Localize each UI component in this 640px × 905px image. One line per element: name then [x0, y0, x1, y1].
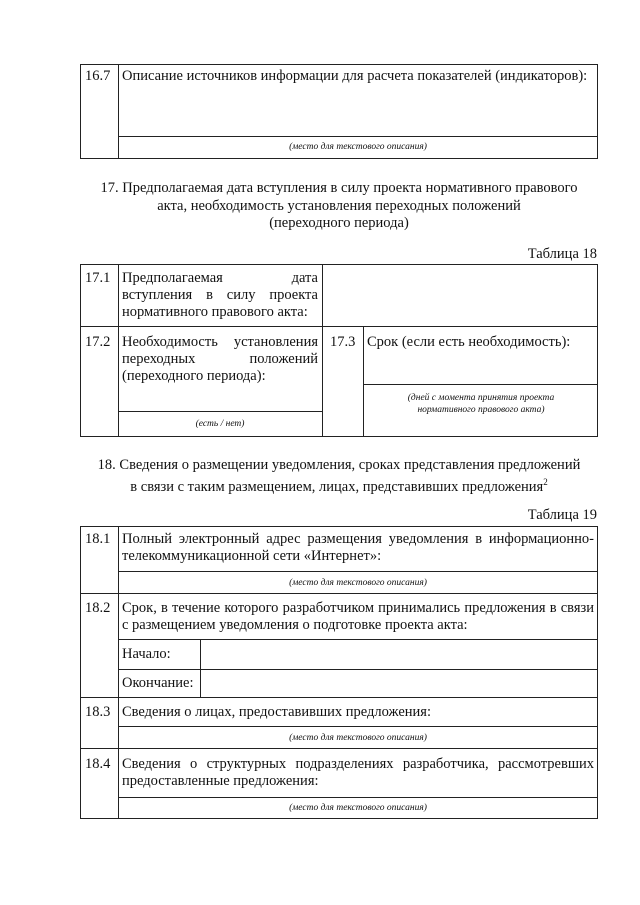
- table-border: [80, 64, 81, 159]
- table-border: [597, 264, 598, 437]
- heading-line: акта, необходимость установления переходных положений: [157, 198, 521, 214]
- row-number: 18.2: [85, 600, 111, 616]
- row-number: 17.3: [330, 334, 356, 350]
- text-placeholder-hint: (место для текстового описания): [289, 733, 427, 743]
- table-border: [363, 384, 598, 385]
- row-label: Описание источников информации для расчета показателей (индикаторов):: [122, 68, 588, 84]
- table-border: [80, 158, 598, 159]
- row-number: 17.1: [85, 270, 111, 286]
- heading-text: в связи с таким размещением, лицах, представивших предложения: [130, 478, 544, 495]
- text-placeholder-hint: (место для текстового описания): [289, 803, 427, 813]
- date-value-cell[interactable]: [323, 265, 597, 326]
- table-border: [118, 264, 119, 437]
- table-border: [80, 436, 598, 437]
- table-border: [80, 264, 81, 437]
- row-label: Срок, в течение которого разработчиком принимались предложения в связи с размещением уведомления о подготовке проекта акта:: [122, 600, 594, 633]
- table-border: [80, 64, 598, 65]
- end-value-cell[interactable]: [201, 670, 597, 697]
- table-border: [118, 571, 598, 572]
- row-label: Сведения о лицах, предоставивших предложения:: [122, 704, 431, 720]
- table-border: [80, 593, 598, 594]
- table-border: [597, 526, 598, 819]
- table-border: [80, 697, 598, 698]
- table-border: [118, 411, 322, 412]
- text-placeholder-hint: (место для текстового описания): [289, 142, 427, 152]
- heading-line: 18. Сведения о размещении уведомления, сроках представления предложений: [97, 457, 581, 473]
- term-hint: (дней с момента принятия проекта нормативного правового акта): [407, 393, 555, 415]
- text-placeholder-hint: (место для текстового описания): [289, 578, 427, 588]
- yes-no-hint: (есть / нет): [195, 419, 245, 429]
- footnote-ref: 2: [543, 477, 548, 487]
- table-border: [363, 326, 364, 437]
- table-border: [118, 797, 598, 798]
- table-border: [80, 818, 598, 819]
- row-number: 18.3: [85, 704, 111, 720]
- table-caption: Таблица 18: [527, 246, 597, 262]
- row-number: 16.7: [85, 68, 111, 84]
- table-caption: Таблица 19: [527, 507, 597, 523]
- table-border: [118, 526, 119, 819]
- row-label: Необходимость установления переходных положений (переходного периода):: [122, 334, 318, 384]
- table-border: [80, 326, 598, 327]
- row-label: Срок (если есть необходимость):: [367, 334, 571, 350]
- heading-line: [80, 474, 598, 496]
- heading-line: 17. Предполагаемая дата вступления в силу проекта нормативного правового: [100, 180, 578, 196]
- start-label: Начало:: [122, 646, 171, 662]
- table-border: [118, 136, 598, 137]
- table-border: [80, 526, 598, 527]
- start-value-cell[interactable]: [201, 640, 597, 669]
- table-border: [118, 726, 598, 727]
- row-number: 17.2: [85, 334, 111, 350]
- row-label: Полный электронный адрес размещения уведомления в информационно-телекоммуникационной сети «Интернет»:: [122, 531, 594, 564]
- end-label: Окончание:: [122, 675, 194, 691]
- table-border: [80, 526, 81, 819]
- row-label: Предполагаемая дата вступления в силу проекта нормативного правового акта:: [122, 270, 318, 320]
- row-number: 18.4: [85, 756, 111, 772]
- table-border: [80, 748, 598, 749]
- heading-line: (переходного периода): [269, 215, 409, 231]
- row-number: 18.1: [85, 531, 111, 547]
- row-label: Сведения о структурных подразделениях разработчика, рассмотревших предоставленные предложения:: [122, 756, 594, 789]
